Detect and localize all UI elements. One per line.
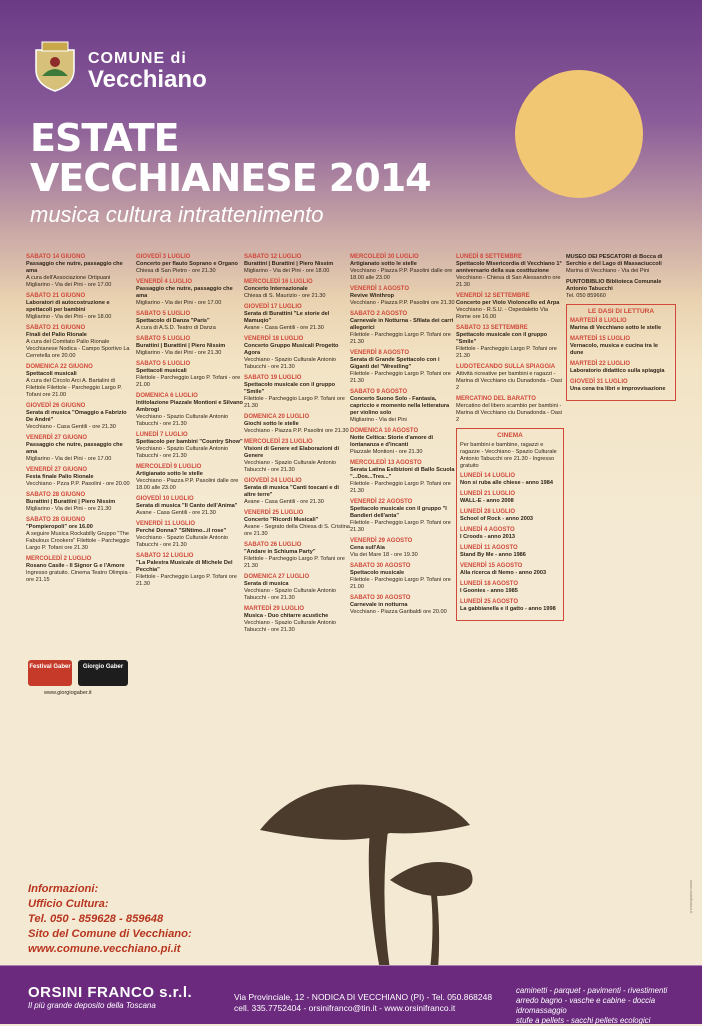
event-title: Serata di musica "Omaggio a Fabrizio De André": [26, 410, 127, 423]
event-date: SABATO 30 AGOSTO: [350, 563, 411, 569]
event-details: Vecchiano - Chiesa di San Alessandro ore 21.30: [456, 275, 561, 288]
event-item: [136, 432, 244, 460]
event-date: MERCOLEDÌ 2 LUGLIO: [26, 556, 92, 562]
event-item: [244, 304, 352, 332]
event-details: Vecchiano - Spazio Culturale Antonio Tabucchi - ore 21.30: [244, 357, 337, 370]
film-date: LUNEDÌ 14 LUGLIO: [460, 473, 516, 479]
lettura-item: [570, 361, 672, 375]
info-site-label: Sito del Comune di Vecchiano:: [28, 928, 192, 940]
event-details: Filettole - Parcheggio Largo P. Tofani ore 21.30: [456, 346, 557, 359]
event-title: "La Palestra Musicale di Michele Del Pecchia": [136, 560, 233, 573]
lettura-title: Una cena tra libri e improvvisazione: [570, 386, 666, 392]
event-date: SABATO 5 LUGLIO: [136, 311, 191, 317]
film-item: [460, 509, 560, 523]
event-details: Vecchiano - Piazza P.P. Pasolini ore 21.30: [244, 428, 349, 434]
film-item: [460, 545, 560, 559]
event-item: [136, 464, 244, 492]
event-details: Filettole - Parcheggio Largo P. Tofani ore 21.30: [244, 556, 345, 569]
event-date: LUNEDÌ 7 LUGLIO: [136, 432, 188, 438]
event-title: Burattini | Burattini | Piero Nissim: [136, 343, 226, 349]
event-details: Avane - Segrato della Chiesa di S. Cristina ore 21.30: [244, 524, 350, 537]
event-item: [350, 389, 458, 424]
event-title: Cena sull'Aia: [350, 545, 385, 551]
event-title: Concerto Internazionale: [244, 286, 308, 292]
baratto-section: [456, 396, 564, 424]
film-title: I Croods - anno 2013: [460, 534, 516, 540]
event-date: SABATO 5 LUGLIO: [136, 336, 191, 342]
film-date: VENERDÌ 15 AGOSTO: [460, 563, 523, 569]
event-item: [26, 364, 134, 399]
event-item: [350, 499, 458, 534]
sun-illustration: [515, 70, 643, 198]
event-title: Finali del Palio Rionale: [26, 332, 87, 338]
sponsor-address-line-1: Via Provinciale, 12 - NODICA DI VECCHIANO (PI) - Tel. 050.868248: [234, 992, 493, 1002]
events-column-5: [456, 254, 564, 621]
event-details: Tel. 050 859660: [566, 293, 606, 299]
event-details: Ingresso gratuito. Cinema Teatro Olimpia - ore 21.15: [26, 570, 131, 583]
event-date: SABATO 30 AGOSTO: [350, 595, 411, 601]
event-title: Burattini | Burattini | Piero Nissim: [26, 499, 116, 505]
event-date: SABATO 28 GIUGNO: [26, 492, 86, 498]
event-date: DOMENICA 20 LUGLIO: [244, 414, 310, 420]
film-title: Alla ricerca di Nemo - anno 2003: [460, 570, 547, 576]
event-details: A cura del Comitato Palio Rionale Vecchianese Nodica - Campo Sportivo La Cerretella ore 20.00: [26, 339, 130, 359]
event-date: GIOVEDÌ 17 LUGLIO: [244, 304, 302, 310]
event-title: Concerto Gruppo Musicali Progetto Agora: [244, 343, 339, 356]
event-date: VENERDÌ 27 GIUGNO: [26, 467, 88, 473]
film-title: La gabbianella e il gatto - anno 1998: [460, 606, 556, 612]
pine-tree-illustration: [220, 770, 520, 970]
gaber-website-link[interactable]: www.giorgiogaber.it: [44, 690, 92, 696]
event-title: Carnevale in notturna: [350, 602, 408, 608]
event-date: VENERDÌ 12 SETTEMBRE: [456, 293, 530, 299]
lettura-title: Marina di Vecchiano sotto le stelle: [570, 325, 662, 331]
event-item: [566, 279, 676, 300]
sponsor-name: ORSINI FRANCO s.r.l.: [28, 984, 193, 1001]
event-date: MERCOLEDÌ 9 LUGLIO: [136, 464, 202, 470]
events-column-6: [566, 254, 676, 401]
film-date: LUNEDÌ 11 AGOSTO: [460, 545, 518, 551]
lettura-title: Vernacolo, musica e cucina tra le dune: [570, 343, 658, 356]
sponsor-address: [234, 992, 492, 1014]
cinema-box: [456, 428, 564, 621]
event-details: Migliarino - Via dei Pini - ore 18.00: [26, 314, 112, 320]
sponsor-products-line-1: caminetti - parquet - pavimenti - rivestimenti: [516, 986, 668, 995]
event-date: VENERDÌ 18 LUGLIO: [244, 336, 304, 342]
event-date: DOMENICA 22 GIUGNO: [26, 364, 93, 370]
event-details: Vecchiano - Spazio Culturale Antonio Tabucchi - ore 21.30: [244, 460, 337, 473]
events-column-4: [350, 254, 458, 620]
event-item: [244, 478, 352, 506]
event-item: [244, 606, 352, 634]
lettura-date: MARTEDÌ 15 LUGLIO: [570, 336, 631, 342]
event-date: VENERDÌ 11 LUGLIO: [136, 521, 196, 527]
film-date: LUNEDÌ 21 LUGLIO: [460, 491, 516, 497]
baratto-title: MERCATINO DEL BARATTO: [456, 396, 536, 402]
event-date: VENERDÌ 8 AGOSTO: [350, 350, 410, 356]
event-details: Filettole - Parcheggio Largo P. Tofani ore 21.30: [244, 396, 345, 409]
event-title: Passaggio che nutre, passaggio che ama: [26, 261, 123, 274]
event-title: MUSEO DEI PESCATORI di Bocca di Serchio e del Lago di Massaciuccoli: [566, 254, 663, 267]
event-item: [26, 403, 134, 431]
sponsor-logo: [28, 984, 192, 1010]
event-title: Spettacolo per bambini "Country Show": [136, 439, 243, 445]
event-date: SABATO 14 GIUGNO: [26, 254, 86, 260]
event-item: [456, 293, 564, 321]
event-item: [350, 538, 458, 559]
event-item: [26, 556, 134, 584]
event-date: GIOVEDÌ 26 GIUGNO: [26, 403, 86, 409]
event-item: [244, 254, 352, 275]
film-title: WALL-E - anno 2008: [460, 498, 514, 504]
event-title: Burattini | Burattini | Piero Nissim: [244, 261, 334, 267]
lettura-item: [570, 318, 672, 332]
event-title: "Andare in Schiuma Party": [244, 549, 316, 555]
info-office: Ufficio Cultura:: [28, 898, 109, 910]
event-title: Musica - Duo chitarre acustiche: [244, 613, 329, 619]
event-item: [244, 510, 352, 538]
event-details: Vecchiano - Casa Gentili - ore 21.30: [26, 424, 116, 430]
cinema-title: CINEMA: [497, 432, 523, 439]
event-date: VENERDÌ 27 GIUGNO: [26, 435, 88, 441]
side-credit: www.orsinifranco.it: [689, 880, 694, 914]
film-item: [460, 527, 560, 541]
event-details: Vecchiano - Spazio Culturale Antonio Tabucchi - ore 21.30: [136, 535, 229, 548]
event-title: Concerto per flauto Soprano e Organo: [136, 261, 238, 267]
event-item: [244, 574, 352, 602]
lettura-title: Laboratorio didattico sulla spiaggia: [570, 368, 665, 374]
event-item: [26, 293, 134, 321]
event-details: Avane - Casa Gentili - ore 21.30: [244, 499, 324, 505]
event-item: [136, 336, 244, 357]
event-details: A cura del Circolo Arci A. Bartalini di Filettole Filettole - Parcheggio Largo P. Tofani ore 21.00: [26, 378, 122, 398]
event-item: [350, 460, 458, 495]
lettura-item: [570, 336, 672, 357]
info-block: [28, 882, 192, 957]
film-date: LUNEDÌ 25 AGOSTO: [460, 599, 519, 605]
event-item: [350, 428, 458, 456]
event-title: Notte Celtica: Storie d'amore di lontananza e d'incanti: [350, 435, 434, 448]
info-site-link[interactable]: www.comune.vecchiano.pi.it: [28, 943, 181, 955]
sponsor-products: [516, 986, 702, 1026]
film-title: Non si ruba alle chiese - anno 1984: [460, 480, 553, 486]
event-item: [26, 325, 134, 360]
event-item: [244, 439, 352, 474]
event-date: MERCOLEDÌ 16 LUGLIO: [244, 279, 313, 285]
event-details: Migliarino - Via dei Pini - ore 21.30: [136, 350, 222, 356]
event-item: [136, 361, 244, 389]
lettura-date: GIOVEDÌ 31 LUGLIO: [570, 379, 628, 385]
event-details: Vecchiano - Piazza P.P. Pasolini dalle ore 18.00 alle 23.00: [136, 478, 239, 491]
event-title: Serata di musica: [244, 581, 289, 587]
events-column-3: [244, 254, 352, 638]
event-item: [136, 393, 244, 428]
event-date: SABATO 13 SETTEMBRE: [456, 325, 528, 331]
title-line-2: VECCHIANESE 2014: [30, 156, 431, 200]
event-details: Filettole - Parcheggio Largo P. Tofani ore 21.30: [350, 481, 451, 494]
event-date: DOMENICA 27 LUGLIO: [244, 574, 310, 580]
event-details: Filettole - Parcheggio Largo P. Tofani ore 21.30: [136, 574, 237, 587]
event-item: [26, 467, 134, 488]
event-details: Filettole - Parcheggio Largo P. Tofani ore 21.30: [350, 520, 451, 533]
comune-crest-icon: [32, 40, 78, 92]
cinema-text: Per bambini e bambine, ragazzi e ragazze - Vecchiano - Spazio Culturale Antonio Tabucchi ore 21.30 - Ingresso gratuito: [460, 442, 557, 469]
event-title: Rosano Casile - Il Signor G e l'Amore: [26, 563, 125, 569]
event-item: [136, 254, 244, 275]
film-item: [460, 491, 560, 505]
event-date: SABATO 21 GIUGNO: [26, 293, 86, 299]
event-title: Concerto "Ricordi Musicali": [244, 517, 319, 523]
info-heading: Informazioni:: [28, 883, 99, 895]
event-date: SABATO 26 LUGLIO: [244, 542, 302, 548]
sponsor-products-line-3: stufe a pellets - sacchi pellets ecologici: [516, 1016, 651, 1025]
event-date: MERCOLEDÌ 30 LUGLIO: [350, 254, 419, 260]
event-details: A cura di A.S.D. Teatro di Danza: [136, 325, 216, 331]
event-title: Spettacolo di Danza "Paris": [136, 318, 210, 324]
event-details: Vecchiano - Spazio Culturale Antonio Tabucchi - ore 21.30: [244, 588, 337, 601]
event-item: [456, 254, 564, 289]
event-date: SABATO 9 AGOSTO: [350, 389, 408, 395]
film-item: [460, 581, 560, 595]
event-title: Passaggio che nutre, passaggio che ama: [26, 442, 123, 455]
event-details: Via dei Mare 18 - ore 19.30: [350, 552, 418, 558]
event-details: Vecchiano - Spazio Culturale Antonio Tabucchi - ore 21.30: [136, 446, 229, 459]
event-details: Filettole - Parcheggio Largo P. Tofani ore 21.00: [350, 577, 451, 590]
event-date: SABATO 21 GIUGNO: [26, 325, 86, 331]
lettura-date: MARTEDÌ 22 LUGLIO: [570, 361, 631, 367]
event-date: DOMENICA 6 LUGLIO: [136, 393, 198, 399]
lettura-title: LE DASI DI LETTURA: [587, 308, 655, 315]
event-item: [350, 350, 458, 385]
event-title: Giochi sotto le stelle: [244, 421, 299, 427]
event-date: MERCOLEDÌ 13 AGOSTO: [350, 460, 422, 466]
event-title: Spettacolo Misericordia di Vecchiano 1° anniversario della sua costituzione: [456, 261, 562, 274]
event-date: SABATO 2 AGOSTO: [350, 311, 408, 317]
event-date: SABATO 28 GIUGNO: [26, 517, 86, 523]
event-details: Filettole - Parcheggio Largo P. Tofani - ore 21.00: [136, 375, 241, 388]
event-title: Artigianato sotto le stelle: [350, 261, 417, 267]
film-title: Stand By Me - anno 1986: [460, 552, 526, 558]
event-item: [136, 311, 244, 332]
event-title: Visioni di Genere ed Elaborazioni di Genere: [244, 446, 340, 459]
comune-city-label: Vecchiano: [88, 66, 207, 93]
event-date: SABATO 12 LUGLIO: [136, 553, 194, 559]
festival-label: Festival Gaber: [28, 660, 72, 686]
event-details: Filettole - Parcheggio Largo P. Tofani ore 21.30: [350, 371, 451, 384]
event-item: [350, 563, 458, 591]
event-date: GIOVEDÌ 3 LUGLIO: [136, 254, 191, 260]
film-item: [460, 473, 560, 487]
event-title: Serata di Grande Spettacolo con i Giganti del "Wrestling": [350, 357, 440, 370]
info-phone: Tel. 050 - 859628 - 859648: [28, 913, 164, 925]
event-details: Vecchiano - Piazza Garibaldi ore 20.00: [350, 609, 447, 615]
event-title: Spettacolo musicale con il gruppo "I Bandieri dell'anta": [350, 506, 447, 519]
film-item: [460, 599, 560, 613]
spiaggia-text: Attività ricreative per bambini e ragazzi - Marina di Vecchiano ciu Dunadonda - Oasi 2: [456, 371, 563, 391]
events-column-1: [26, 254, 134, 588]
event-title: Intitolazione Piazzale Montioni e Silvano Ambrogi: [136, 400, 243, 413]
event-details: Migliarino - Via dei Pini - ore 18.00: [244, 268, 330, 274]
comune-di-label: COMUNE di: [88, 50, 187, 67]
event-item: [244, 414, 352, 435]
event-date: SABATO 19 LUGLIO: [244, 375, 302, 381]
event-date: GIOVEDÌ 24 LUGLIO: [244, 478, 302, 484]
event-details: Chiesa di San Pietro - ore 21.30: [136, 268, 216, 274]
event-details: A cura dell'Associazione Ortipuani Migliarino - Via dei Pini - ore 17.00: [26, 275, 112, 288]
event-item: [26, 492, 134, 513]
event-date: MERCOLEDÌ 23 LUGLIO: [244, 439, 313, 445]
event-details: Vecchiano - Piazza P.P. Pasolini ore 21.30: [350, 300, 455, 306]
event-item: [26, 435, 134, 463]
event-item: [136, 279, 244, 307]
sponsor-address-line-2: cell. 335.7752404 - orsinifranco@tin.it - www.orsinifranco.it: [234, 1003, 456, 1013]
event-item: [26, 254, 134, 289]
spiaggia-title: LUDOTECANDO SULLA SPIAGGIA: [456, 364, 556, 370]
event-details: Vecchiano - R.S.U. - Ospedaletto Via Rome ore 16.00: [456, 307, 548, 320]
event-title: Passaggio che nutre, passaggio che ama: [136, 286, 233, 299]
film-date: LUNEDÌ 18 AGOSTO: [460, 581, 519, 587]
event-details: Migliarino - Via dei Pini - ore 17.00: [136, 300, 222, 306]
event-item: [456, 325, 564, 360]
event-details: Vecchiano - Piazza P.P. Pasolini dalle ore 18.00 alle 23.00: [350, 268, 453, 281]
film-date: LUNEDÌ 28 LUGLIO: [460, 509, 516, 515]
event-title: Serata di Burattini "Le storie del Mamuqio": [244, 311, 330, 324]
event-details: Avane - Casa Gentili - ore 21.30: [244, 325, 324, 331]
baratto-text: Mercatino del libero scambio per bambini - Marina di Vecchiano ciu Dunadonda - Oasi 2: [456, 403, 563, 423]
sponsor-tagline: Il più grande deposito della Toscana: [28, 1001, 156, 1010]
event-details: Piazzale Montioni - ore 21.30: [350, 449, 423, 455]
event-title: Concerto Suono Solo - Fantasia, capriccio e momento nella letteratura per violino solo: [350, 396, 450, 416]
event-title: Revive Winthrop: [350, 293, 395, 299]
event-item: [350, 595, 458, 616]
page-subtitle: musica cultura intrattenimento: [30, 202, 324, 227]
film-date: LUNEDÌ 4 AGOSTO: [460, 527, 515, 533]
event-title: Carnevale in Notturna - Sfilata dei carri allegorici: [350, 318, 454, 331]
event-item: [244, 375, 352, 410]
event-date: VENERDÌ 29 AGOSTO: [350, 538, 413, 544]
event-date: VENERDÌ 22 AGOSTO: [350, 499, 413, 505]
event-details: Chiesa di S. Maurizio - ore 21.30: [244, 293, 326, 299]
event-details: Marina di Vecchiano - Via dei Pini: [566, 268, 650, 274]
event-title: Concerto per Violo Violoncello ed Arpa: [456, 300, 560, 306]
event-date: SABATO 5 LUGLIO: [136, 361, 191, 367]
events-column-2: [136, 254, 244, 592]
event-details: Vecchiano - Pzza P.P. Pasolini - ore 20.00: [26, 481, 130, 487]
event-title: Laboratori di autocostruzione e spettacoli per bambini: [26, 300, 110, 313]
event-title: Festa finale Palio Rionale: [26, 474, 94, 480]
film-item: [460, 563, 560, 577]
event-item: [566, 254, 676, 275]
event-title: "Pompieropoli" ore 16.00: [26, 524, 93, 530]
event-details: Migliarino - Via dei Pini: [350, 417, 407, 423]
event-details: Migliarino - Via dei Pini - ore 17.00: [26, 456, 112, 462]
event-title: Serata di musica "Il Canto dell'Anima": [136, 503, 238, 509]
event-date: SABATO 12 LUGLIO: [244, 254, 302, 260]
event-item: [136, 553, 244, 588]
film-title: School of Rock - anno 2003: [460, 516, 534, 522]
lettura-box: [566, 304, 676, 401]
event-item: [136, 496, 244, 517]
sponsor-products-line-2: arredo bagno - vasche e cabine - doccia idromassaggio: [516, 996, 656, 1015]
film-title: I Goonies - anno 1985: [460, 588, 518, 594]
event-date: VENERDÌ 1 AGOSTO: [350, 286, 410, 292]
event-details: Filettole - Parcheggio Largo P. Tofani ore 21.30: [350, 332, 451, 345]
event-item: [244, 542, 352, 570]
event-date: DOMENICA 10 AGOSTO: [350, 428, 419, 434]
event-title: Spettacoli musicali: [136, 368, 187, 374]
event-date: MARTEDÌ 29 LUGLIO: [244, 606, 305, 612]
event-details: Vecchiano - Spazio Culturale Antonio Tabucchi - ore 21.30: [244, 620, 337, 633]
event-item: [244, 279, 352, 300]
event-details: Vecchiano - Spazio Culturale Antonio Tabucchi - ore 21.30: [136, 414, 229, 427]
event-item: [136, 521, 244, 549]
event-details: A seguire Musica Rockabilly Gruppo "The Fabulous Crookers" Filettole - Parcheggio Largo P. Tofani ore 21.30: [26, 531, 130, 551]
festival-gaber-logo: [28, 660, 128, 688]
event-details: Migliarino - Via dei Pini - ore 21.30: [26, 506, 112, 512]
event-title: Spettacolo musicale con il gruppo "Smile": [456, 332, 548, 345]
event-title: PUNTOBIBLIO Biblioteca Comunale Antonio Tabucchi: [566, 279, 662, 292]
gaber-label: Giorgio Gaber: [78, 660, 128, 686]
lettura-item: [570, 379, 672, 393]
event-details: Avane - Casa Gentili - ore 21.30: [136, 510, 216, 516]
event-item: [350, 311, 458, 346]
spiaggia-section: [456, 364, 564, 392]
event-title: Perché Donna? "SINtimo...il rose": [136, 528, 227, 534]
event-date: VENERDÌ 25 LUGLIO: [244, 510, 304, 516]
event-item: [350, 286, 458, 307]
event-title: Spettacolo musicale con il gruppo "Smile": [244, 382, 336, 395]
event-title: Serata Latina Esibizioni di Ballo Scuola "...Dos...Tres...": [350, 467, 455, 480]
title-line-1: ESTATE: [30, 116, 179, 160]
event-title: Spettacolo musicale: [350, 570, 405, 576]
comune-name: [88, 50, 207, 94]
event-title: Serata di musica "Canti toscani e di altre terre": [244, 485, 339, 498]
page-title: [30, 118, 431, 198]
event-title: Artigianato sotto le stelle: [136, 471, 203, 477]
event-item: [244, 336, 352, 371]
event-date: VENERDÌ 4 LUGLIO: [136, 279, 193, 285]
event-item: [26, 517, 134, 552]
lettura-date: MARTEDÌ 8 LUGLIO: [570, 318, 627, 324]
event-item: [350, 254, 458, 282]
event-date: LUNEDÌ 8 SETTEMBRE: [456, 254, 523, 260]
event-title: Spettacoli musicali: [26, 371, 77, 377]
event-date: GIOVEDÌ 10 LUGLIO: [136, 496, 194, 502]
